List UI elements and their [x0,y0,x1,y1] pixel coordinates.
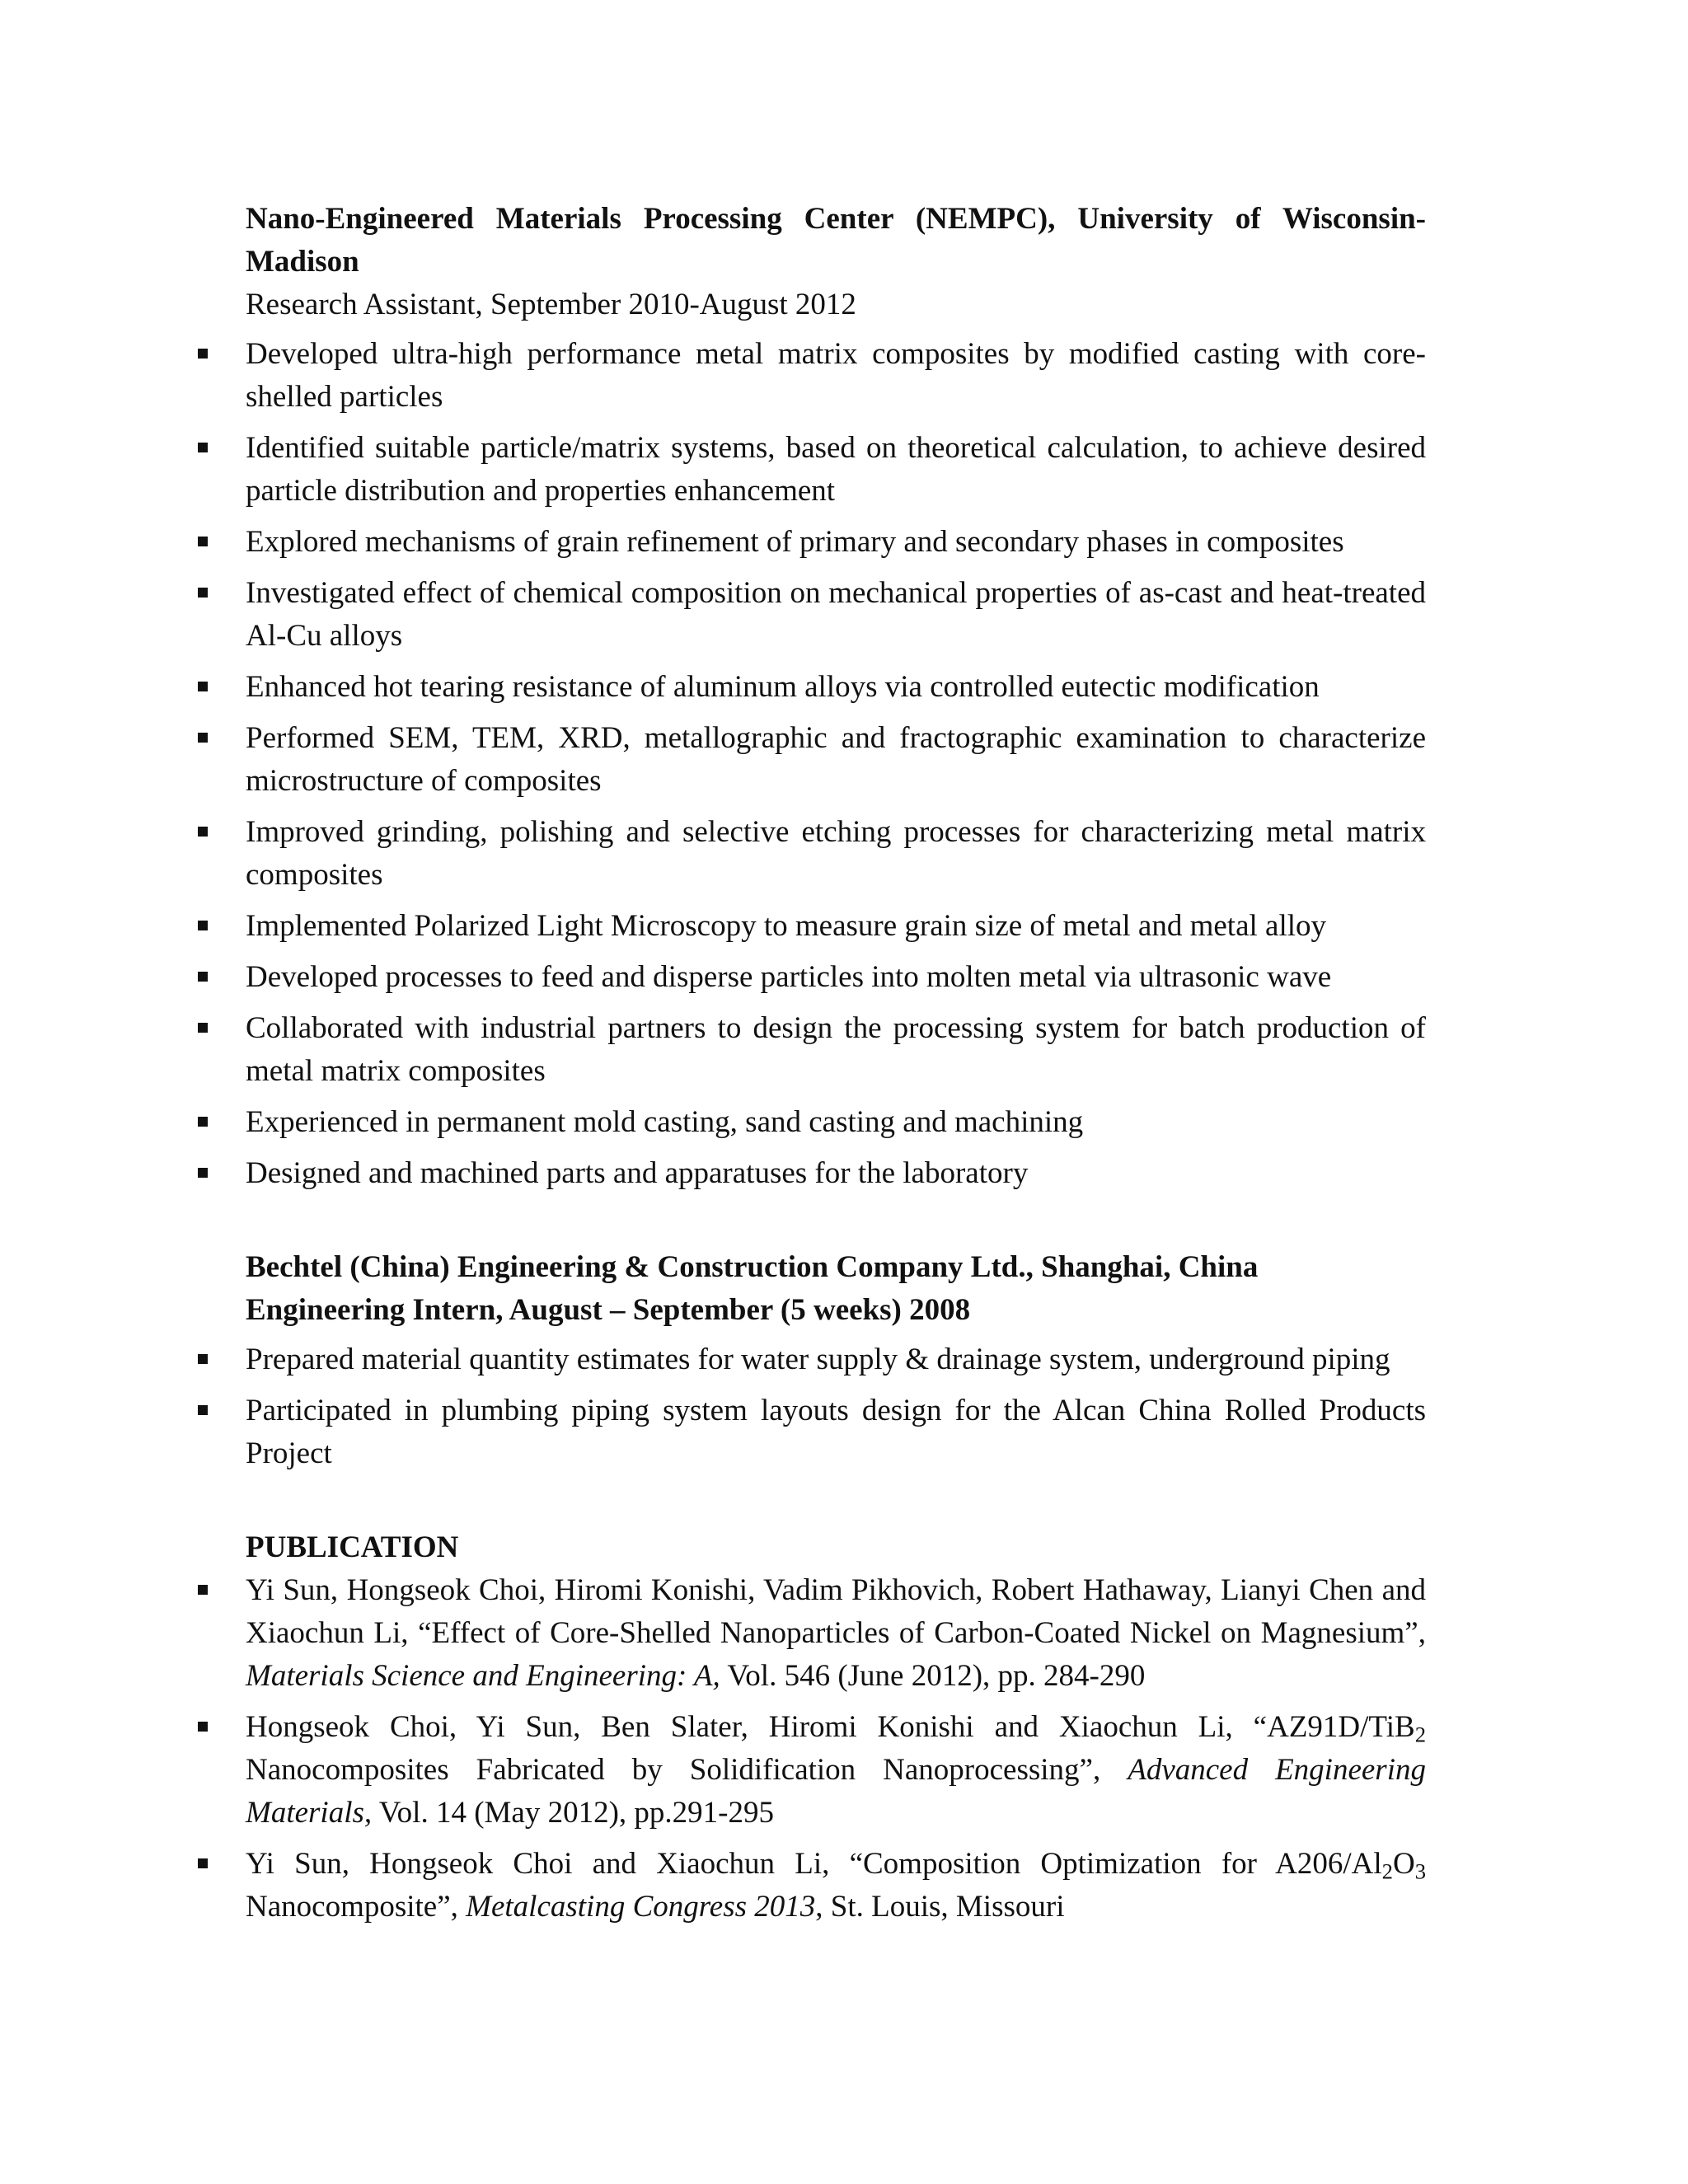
list-item: Implemented Polarized Light Microscopy to measure grain size of metal and metal alloy [246,905,1426,948]
square-bullet-icon [198,921,208,930]
bechtel-heading: Bechtel (China) Engineering & Construction Company Ltd., Shanghai, China [246,1250,1259,1284]
square-bullet-icon [198,1168,208,1178]
section-spacer [246,1203,1426,1246]
square-bullet-icon [198,537,208,546]
square-bullet-icon [198,1023,208,1033]
list-item: Investigated effect of chemical composition on mechanical properties of as-cast and heat-treated Al-Cu alloys [246,572,1426,658]
square-bullet-icon [198,972,208,982]
square-bullet-icon [198,349,208,359]
nempc-bullet-list [246,333,1426,1195]
nempc-role: Research Assistant, September 2010-August 2012 [246,288,856,321]
publication-section [246,1526,1426,1929]
page-content [246,198,1426,1937]
square-bullet-icon [198,1405,208,1415]
list-item: Designed and machined parts and apparatuses for the laboratory [246,1152,1426,1195]
list-item: Enhanced hot tearing resistance of aluminum alloys via controlled eutectic modification [246,666,1426,709]
list-item: Collaborated with industrial partners to design the processing system for batch production of metal matrix composites [246,1007,1426,1093]
publication-heading: PUBLICATION [246,1530,459,1564]
experience-bechtel [246,1246,1426,1475]
list-item: Developed processes to feed and disperse particles into molten metal via ultrasonic wave [246,956,1426,999]
section-spacer [246,1483,1426,1526]
square-bullet-icon [198,1354,208,1364]
square-bullet-icon [198,1585,208,1595]
bechtel-bullet-list [246,1338,1426,1475]
square-bullet-icon [198,1722,208,1732]
square-bullet-icon [198,733,208,743]
square-bullet-icon [198,1858,208,1868]
square-bullet-icon [198,682,208,691]
experience-nempc [246,198,1426,1195]
publication-item: Yi Sun, Hongseok Choi and Xiaochun Li, “Composition Optimization for $A206/Al_2O_3$ Nanocomposite”, Metalcasting Congress 2013, St. Louis, Missouri [246,1843,1426,1929]
publication-item: Yi Sun, Hongseok Choi, Hiromi Konishi, Vadim Pikhovich, Robert Hathaway, Lianyi Chen and Xiaochun Li, “Effect of Core-Shelled Nanoparticles of Carbon-Coated Nickel on Magnesium”, Materials Science and Engineering: A, Vol. 546 (June 2012), pp. 284-290 [246,1569,1426,1698]
list-item: Participated in plumbing piping system layouts design for the Alcan China Rolled Products Project [246,1390,1426,1475]
list-item: Prepared material quantity estimates for water supply & drainage system, underground piping [246,1338,1426,1381]
list-item: Identified suitable particle/matrix systems, based on theoretical calculation, to achieve desired particle distribution and properties enhancement [246,427,1426,513]
list-item: Improved grinding, polishing and selective etching processes for characterizing metal matrix composites [246,811,1426,897]
list-item: Developed ultra-high performance metal matrix composites by modified casting with core-shelled particles [246,333,1426,419]
publication-item: Hongseok Choi, Yi Sun, Ben Slater, Hiromi Konishi and Xiaochun Li, “AZ91D/TiB$_2$ Nanocomposites Fabricated by Solidification Nanoprocessing”, Advanced Engineering Materials, Vol. 14 (May 2012), pp.291-295 [246,1706,1426,1835]
bechtel-role: Engineering Intern, August – September (5 weeks) 2008 [246,1293,971,1327]
square-bullet-icon [198,588,208,598]
square-bullet-icon [198,827,208,837]
publication-list [246,1569,1426,1929]
list-item: Experienced in permanent mold casting, sand casting and machining [246,1101,1426,1144]
list-item: Performed SEM, TEM, XRD, metallographic and fractographic examination to characterize microstructure of composites [246,717,1426,803]
list-item: Explored mechanisms of grain refinement of primary and secondary phases in composites [246,521,1426,564]
nempc-heading: Nano-Engineered Materials Processing Center (NEMPC), University of Wisconsin-Madison [246,202,1426,279]
square-bullet-icon [198,1117,208,1127]
square-bullet-icon [198,443,208,452]
